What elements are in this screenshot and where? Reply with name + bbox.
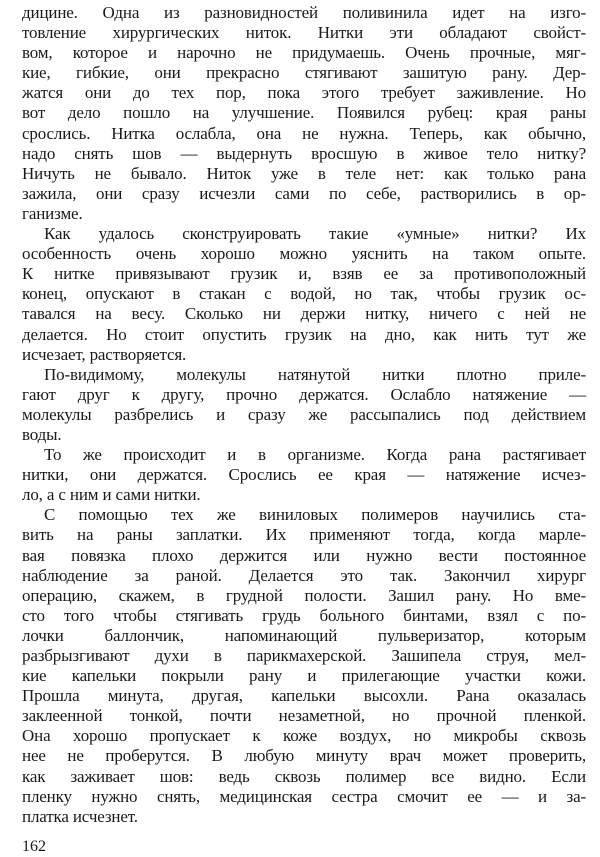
text-line: операцию, скажем, в грудной полости. Зашил рану. Но вме-	[22, 585, 586, 605]
text-line: молекулы разбрелись и сразу же рассыпались под действием	[22, 404, 586, 424]
text-line: гают друг к другу, прочно держатся. Ослабло натяжение —	[22, 384, 586, 404]
text-line: разбрызгивают духи в парикмахерской. Зашипела струя, мел-	[22, 646, 586, 665]
text-line: воды.	[22, 424, 62, 444]
text-line: К нитке привязывают грузик и, взяв ее за противоположный	[22, 264, 586, 284]
text-line: делается. Но стоит опустить грузик на дно, как нить тут же	[22, 324, 586, 344]
text-line: надо снять шов — выдернуть вросшую в живое тело нитку?	[22, 143, 586, 163]
book-page-text	[22, 0, 586, 827]
text-line: как заживает шов: ведь сквозь полимер все видно. Если	[22, 766, 586, 786]
text-line: кие капельки покрыли рану и прилегающие участки кожи.	[22, 666, 586, 686]
text-line: тавался на весу. Сколько ни держи нитку, ничего с ней не	[22, 304, 586, 324]
text-line: наблюдение за раной. Делается это так. Закончил хирург	[22, 565, 586, 585]
text-line: ло, а с ним и сами нитки.	[22, 485, 201, 505]
text-line: исчезает, растворяется.	[22, 344, 187, 364]
text-line: нее не проберутся. В любую минуту врач может проверить,	[22, 746, 586, 766]
text-line: вот дело пошло на улучшение. Появился рубец: края раны	[22, 103, 586, 123]
paragraph	[22, 505, 586, 827]
text-line: Как удалось сконструировать такие «умные» нитки? Их	[44, 224, 586, 244]
text-line: Она хорошо пропускает к коже воздух, но микробы сквозь	[22, 726, 586, 746]
text-line: товление хирургических ниток. Нитки эти обладают свойст-	[22, 23, 586, 43]
text-line: дицине. Одна из разновидностей поливинила идет на изго-	[22, 3, 586, 22]
text-line: пленку нужно снять, медицинская сестра смочит ее — и за-	[22, 786, 586, 806]
text-line: конец, опускают в стакан с водой, но так, чтобы грузик ос-	[22, 284, 586, 304]
text-line: заклеенной тонкой, почти незаметной, но прочной пленкой.	[22, 706, 586, 726]
text-line: сто того чтобы стягивать грудь больного бинтами, взял с по-	[22, 605, 586, 625]
paragraph	[22, 224, 586, 365]
text-line: жатся они до тех пор, пока этого требует заживление. Но	[22, 83, 586, 103]
text-line: кие, гибкие, они прекрасно стягивают зашитую рану. Дер-	[22, 63, 586, 83]
page-number: 162	[22, 837, 46, 855]
text-line: По-видимому, молекулы натянутой нитки плотно приле-	[44, 364, 586, 384]
text-line: То же происходит и в организме. Когда рана растягивает	[44, 445, 586, 465]
text-line: вая повязка плохо держится или нужно вести постоянное	[22, 545, 586, 565]
text-line: С помощью тех же виниловых полимеров научились ста-	[44, 505, 586, 525]
text-line: зажила, они сразу исчезли сами по себе, растворились в ор-	[22, 183, 586, 203]
text-line: Ничуть не бывало. Ниток уже в теле нет: как только рана	[22, 163, 586, 183]
paragraph	[22, 3, 586, 224]
text-line: ганизме.	[22, 203, 83, 223]
text-line: нитки, они держатся. Срослись ее края — натяжение исчез-	[22, 465, 586, 485]
text-line: лочки баллончик, напоминающий пульверизатор, которым	[22, 625, 586, 645]
text-line: вить на раны заплатки. Их применяют тогда, когда марле-	[22, 525, 586, 545]
text-line: особенность очень хорошо можно уяснить на таком опыте.	[22, 244, 586, 264]
paragraph	[22, 365, 586, 445]
text-line: срослись. Нитка ослабла, она не нужна. Теперь, как обычно,	[22, 123, 586, 143]
paragraph	[22, 445, 586, 505]
text-line: Прошла минута, другая, капельки высохли. Рана оказалась	[22, 686, 586, 706]
text-line: платка исчезнет.	[22, 806, 138, 826]
text-line: вом, которое и нарочно не придумаешь. Очень прочные, мяг-	[22, 43, 586, 63]
